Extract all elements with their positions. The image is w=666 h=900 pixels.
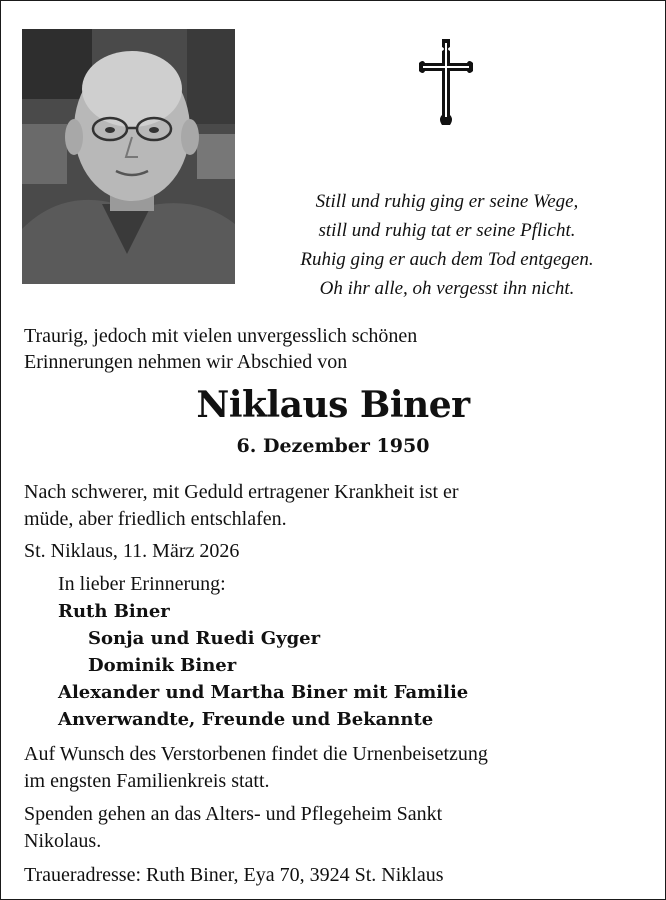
poem-line: Still und ruhig ging er seine Wege, [315, 191, 579, 212]
intro-line-1: Traurig, jedoch mit vielen unvergesslich schönen [24, 325, 418, 347]
intro-line-2: Erinnerungen nehmen wir Abschied von [24, 351, 348, 373]
memorial-poem [237, 187, 657, 303]
poem-line: Ruhig ging er auch dem Tod entgegen. [300, 249, 594, 270]
portrait-illustration [22, 29, 235, 284]
deceased-name: Niklaus Biner [196, 384, 470, 426]
birth-date: 6. Dezember 1950 [236, 435, 430, 457]
mourner-name: Anverwandte, Freunde und Bekannte [58, 709, 434, 730]
signature-heading: In lieber Erinnerung: [58, 573, 226, 595]
donations-line-2: Nikolaus. [24, 830, 102, 852]
burial-line-1: Auf Wunsch des Verstorbenen findet die Urnenbeisetzung [24, 743, 488, 765]
portrait-photo [22, 29, 235, 284]
mourner-name: Dominik Biner [88, 655, 237, 676]
mourner-name: Sonja und Ruedi Gyger [88, 628, 321, 649]
mourner-name: Ruth Biner [58, 601, 170, 622]
poem-line: still und ruhig tat er seine Pflicht. [318, 220, 576, 241]
poem-line: Oh ihr alle, oh vergesst ihn nicht. [319, 278, 575, 299]
passing-line-1: Nach schwerer, mit Geduld ertragener Krankheit ist er [24, 481, 459, 503]
cross-icon [417, 37, 475, 127]
mourning-address: Traueradresse: Ruth Biner, Eya 70, 3924 St. Niklaus [24, 864, 444, 886]
signature-block [58, 571, 468, 733]
passing-line-2: müde, aber friedlich entschlafen. [24, 508, 287, 530]
mourner-name: Alexander und Martha Biner mit Familie [58, 682, 469, 703]
burial-line-2: im engsten Familienkreis statt. [24, 770, 270, 792]
place-date: St. Niklaus, 11. März 2026 [24, 540, 240, 562]
donations-line-1: Spenden gehen an das Alters- und Pflegeheim Sankt [24, 803, 443, 825]
